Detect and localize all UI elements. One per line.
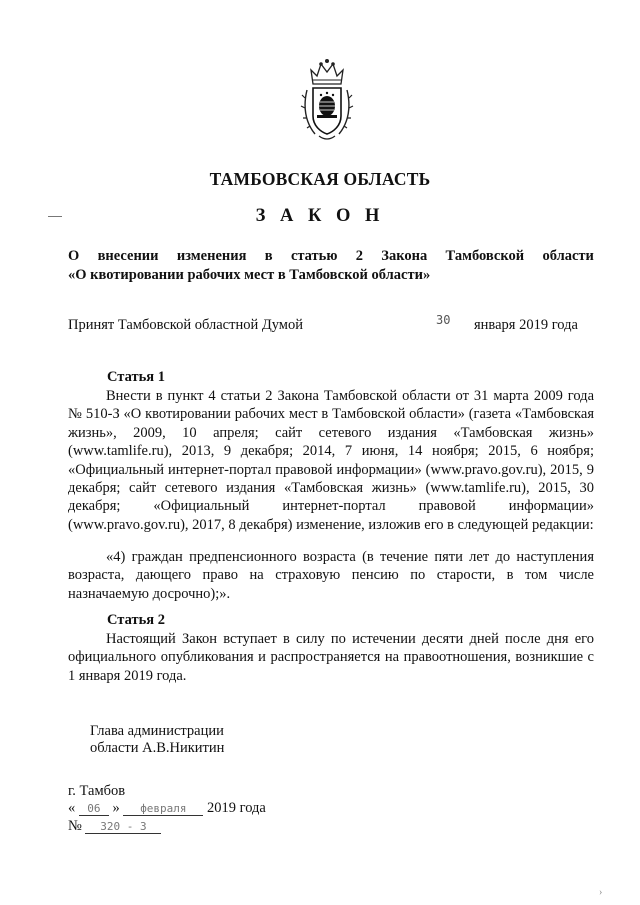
article-1-quote: «4) граждан предпенсионного возраста (в течение пяти лет до наступления возраста, дающего право на страховую пенсию по старости, в том числе назначаемую досрочно);». [68,549,594,602]
law-heading [68,247,594,285]
law-number [68,818,161,835]
signing-day: 06 [79,802,109,816]
signature-block [90,723,224,757]
region-title: ТАМБОВСКАЯ ОБЛАСТЬ [209,169,431,189]
article-2-title: Статья 2 [107,612,165,628]
article-1-text: Внести в пункт 4 статьи 2 Закона Тамбовской области от 31 марта 2009 года № 510-З «О квотировании рабочих мест в Тамбовской области» (газета «Тамбовская жизнь», 2009, 10 апреля; сайт сетевого издания «Тамбовская жизнь» (www.tamlife.ru), 2013, 9 декабря; 2014, 7 июня, 14 ноября; 2015, 6 ноября; «Официальный интернет-портал правовой информации» (www.pravo.gov.ru), 2015, 9 декабря; сайт сетевого издания «Тамбовская жизнь» (www.tamlife.ru), 2015, 30 декабря; «Официальный интернет-портал правовой информации» (www.pravo.gov.ru), 2017, 8 декабря) изменение, изложив его в следующей редакции: [68,388,594,533]
adopted-month-year: января 2019 года [474,317,578,333]
heading-line-2: «О квотировании рабочих мест в Тамбовской области» [68,267,431,283]
close-quote: » [112,800,120,816]
signing-date [68,800,266,817]
open-quote: « [68,800,76,816]
number-value: 320 - З [85,820,161,834]
heading-word: О [68,248,80,264]
scan-mark: › [599,887,603,898]
heading-word: в [264,248,273,264]
signing-month: февраля [123,802,203,816]
city: г. Тамбов [68,783,126,799]
adopted-label: Принят Тамбовской областной Думой [68,317,303,333]
signing-year: 2019 года [207,800,266,816]
article-2-text: Настоящий Закон вступает в силу по истечении десяти дней после дня его официального опубликования и распространяется на правоотношения, возникшие с 1 января 2019 года. [68,631,594,684]
coat-of-arms-icon [299,58,355,142]
coat-of-arms-emblem [299,58,355,142]
number-label: № [68,818,82,834]
heading-word: 2 [355,248,363,264]
heading-word: области [542,248,594,264]
signatory-name: области А.В.Никитин [90,740,225,756]
heading-word: изменения [176,248,247,264]
heading-word: статью [290,248,338,264]
heading-word: внесении [97,248,159,264]
heading-line-1 [68,247,594,266]
article-1-title: Статья 1 [107,369,165,385]
signatory-title: Глава администрации [90,723,224,739]
document-type-title: З А К О Н [255,206,385,226]
adopted-day-handwritten: 30 [436,313,451,327]
heading-word: Закона [381,248,428,264]
heading-word: Тамбовской [445,248,525,264]
